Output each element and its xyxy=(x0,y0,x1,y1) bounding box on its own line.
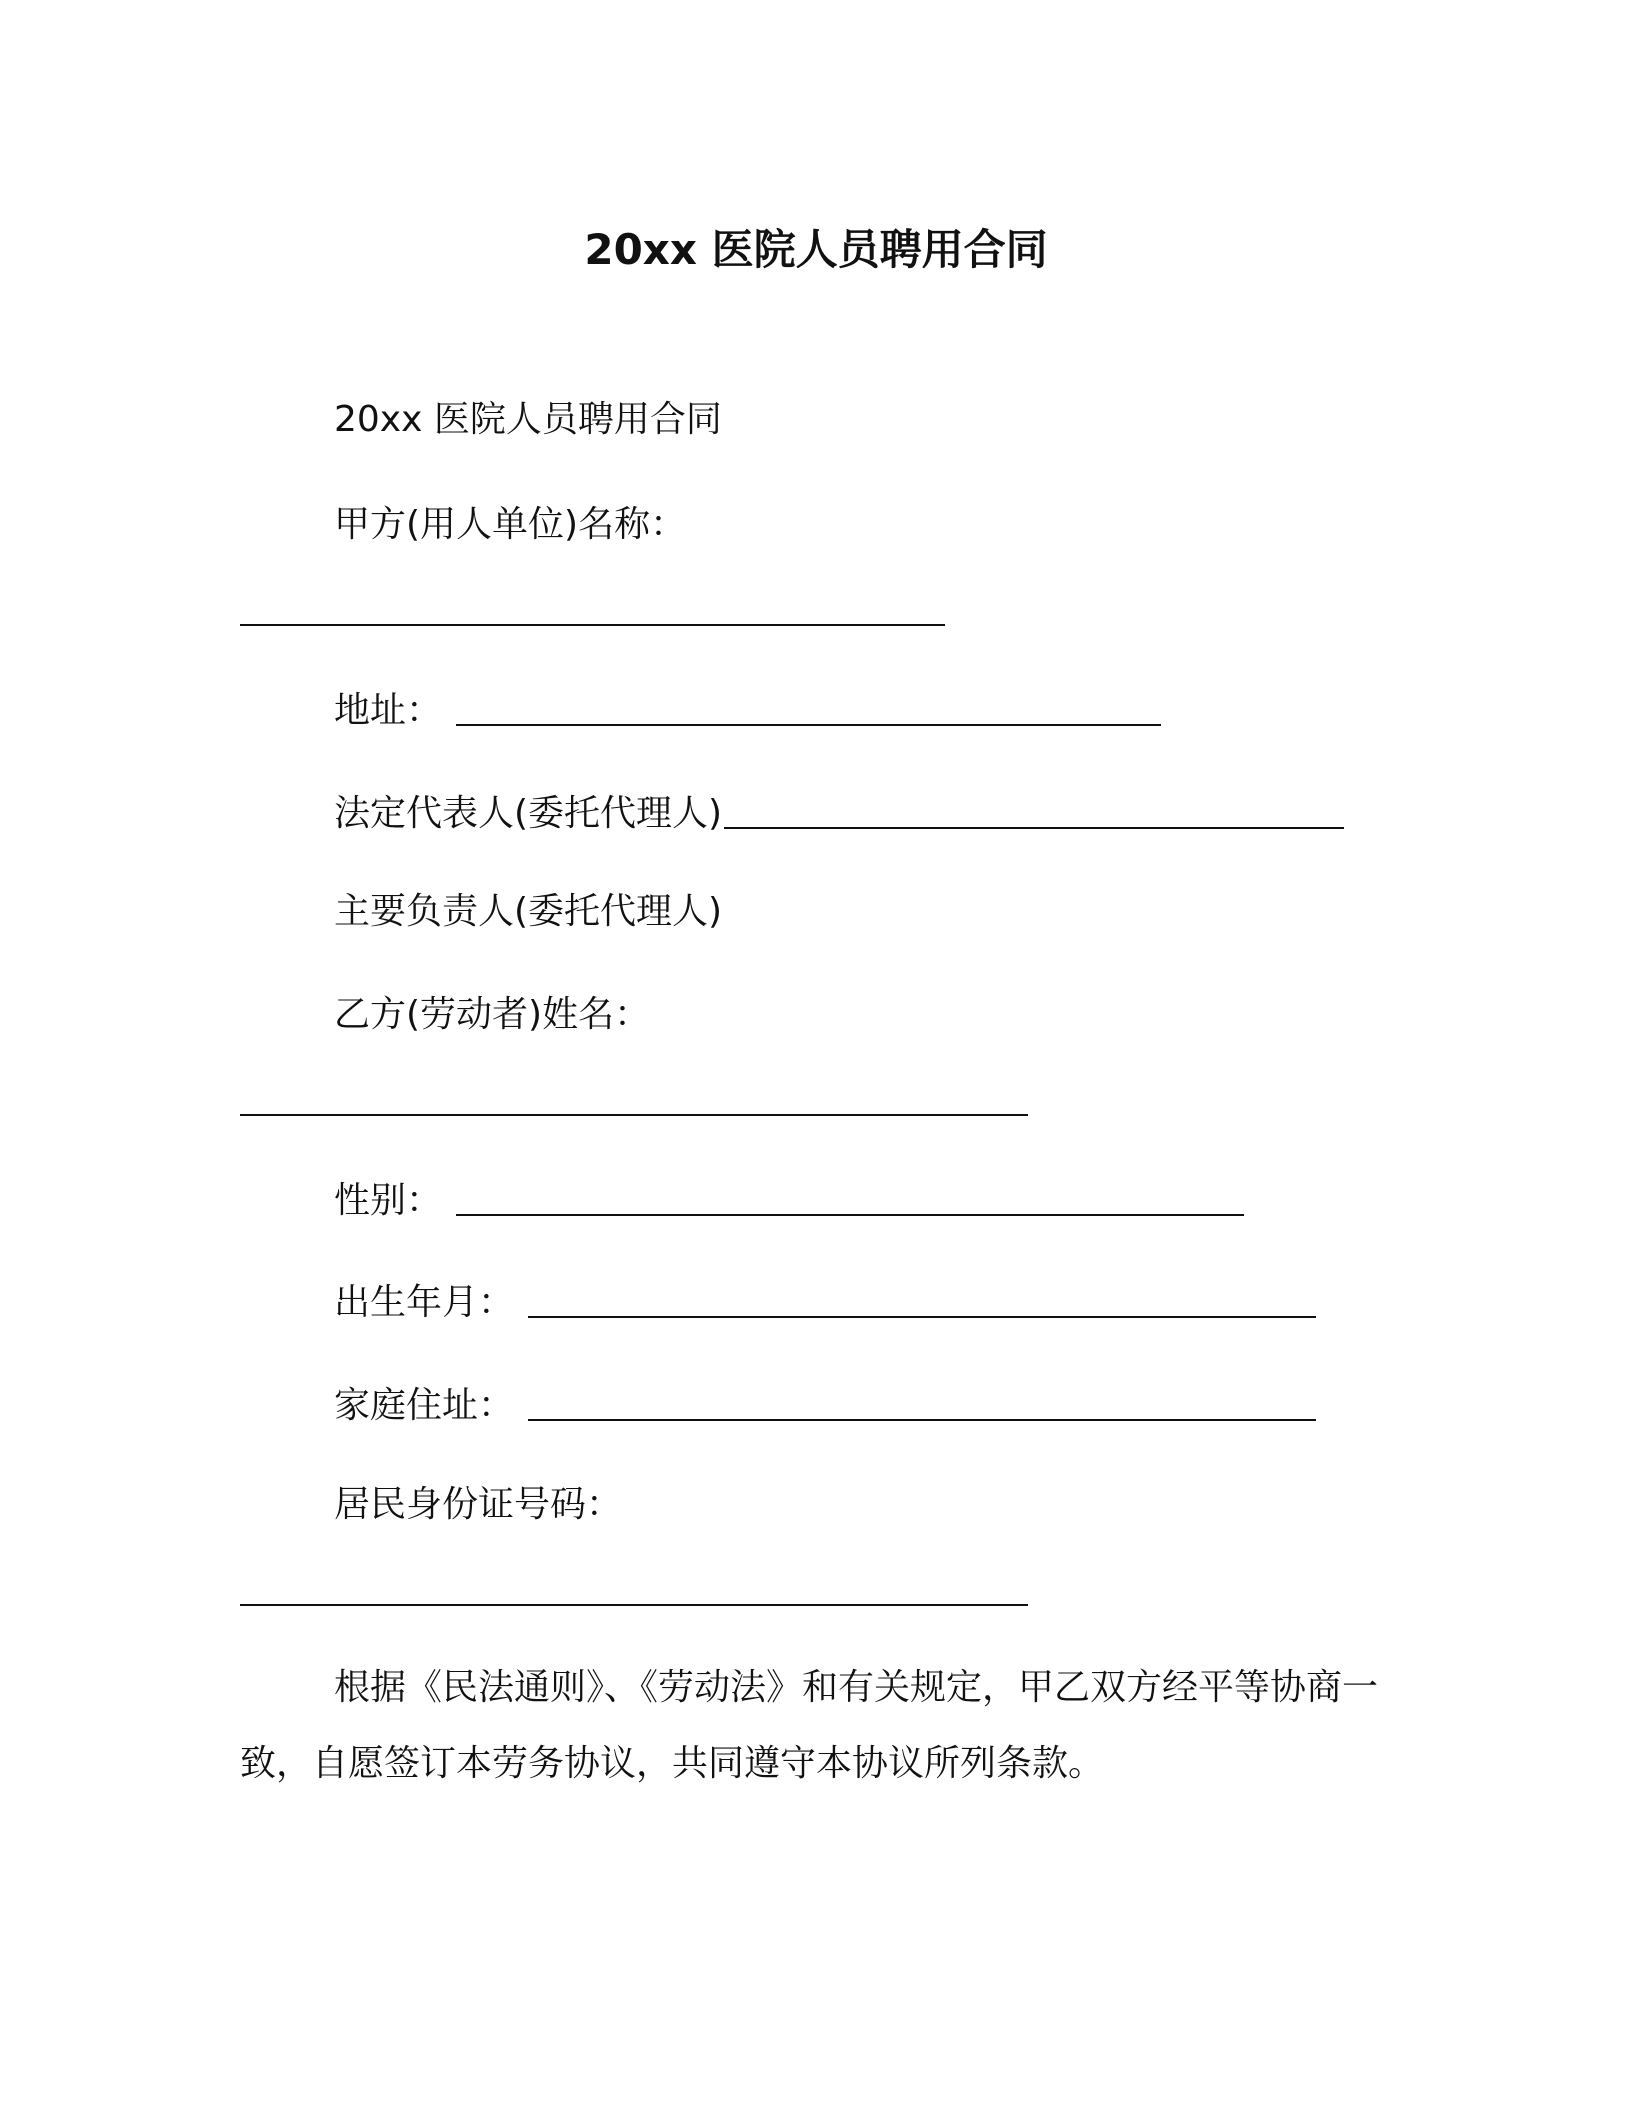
id-number-blank xyxy=(240,1604,1028,1606)
gender-label: 性别： xyxy=(334,1180,443,1221)
home-address-field xyxy=(334,1381,1316,1431)
party-a-name-label: 甲方(用人单位)名称： xyxy=(334,504,687,545)
id-number-label: 居民身份证号码： xyxy=(334,1484,623,1525)
document-title: 20xx 医院人员聘用合同 xyxy=(584,225,1048,274)
gender-field xyxy=(334,1176,1244,1226)
body-paragraph: 根据《民法通则》、《劳动法》和有关规定，甲乙双方经平等协商一致，自愿签订本劳务协议，共同遵守本协议所列条款。 xyxy=(240,1667,1379,1784)
address-label: 地址： xyxy=(334,690,443,731)
birth-label: 出生年月： xyxy=(334,1282,515,1323)
home-address-label: 家庭住址： xyxy=(334,1385,515,1426)
legal-rep-blank xyxy=(724,827,1344,829)
gender-blank xyxy=(456,1214,1244,1216)
party-b-name-blank xyxy=(240,1114,1028,1116)
birth-field xyxy=(334,1278,1316,1328)
legal-rep-label: 法定代表人(委托代理人) xyxy=(334,793,723,834)
principal-label: 主要负责人(委托代理人) xyxy=(334,891,723,932)
birth-blank xyxy=(528,1316,1316,1318)
party-b-name-label: 乙方(劳动者)姓名： xyxy=(334,994,651,1035)
address-field xyxy=(334,686,1161,736)
home-address-blank xyxy=(528,1419,1316,1421)
document-subtitle: 20xx 医院人员聘用合同 xyxy=(334,399,722,440)
address-blank xyxy=(456,724,1161,726)
legal-rep-field xyxy=(334,789,1344,839)
party-a-name-blank xyxy=(240,624,945,626)
